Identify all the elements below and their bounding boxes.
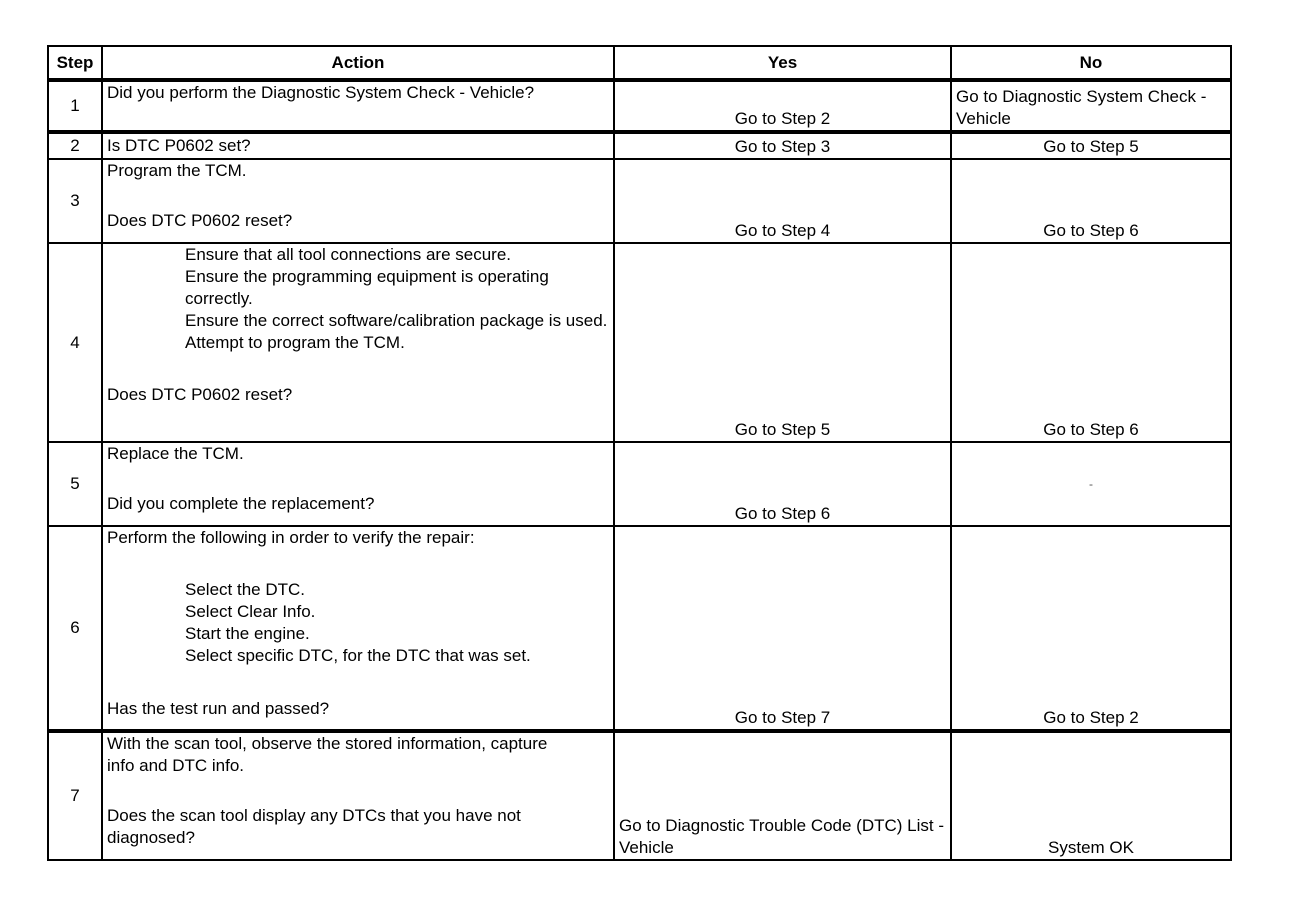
step-number: 4: [48, 243, 102, 442]
list-item: Select Clear Info.: [185, 602, 316, 621]
table-row-step-2: [48, 132, 1231, 159]
question-text: Does DTC P0602 reset?: [107, 211, 293, 230]
step-number: 6: [48, 526, 102, 731]
question-text: Is DTC P0602 set?: [107, 136, 251, 155]
list-item: Start the engine.: [185, 624, 310, 643]
action-cell: [102, 132, 614, 159]
yes-cell: Go to Diagnostic Trouble Code (DTC) List - Vehicle: [614, 731, 951, 860]
no-cell: -: [951, 442, 1231, 526]
question-text: Did you perform the Diagnostic System Check - Vehicle?: [107, 83, 535, 102]
list-item: Select the DTC.: [185, 580, 305, 599]
step-number: 1: [48, 80, 102, 132]
action-cell: [102, 80, 614, 132]
question-text: Does the scan tool display any DTCs that you have not diagnosed?: [107, 806, 521, 847]
no-cell: Go to Step 2: [951, 526, 1231, 731]
header-yes: Yes: [614, 46, 951, 80]
action-cell: [102, 159, 614, 243]
yes-cell: Go to Step 5: [614, 243, 951, 442]
intro-text: Replace the TCM.: [107, 444, 244, 463]
yes-cell: Go to Step 7: [614, 526, 951, 731]
yes-cell: Go to Step 2: [614, 80, 951, 132]
header-row: [48, 46, 1231, 80]
yes-cell: Go to Step 6: [614, 442, 951, 526]
intro-text: Perform the following in order to verify the repair:: [107, 528, 475, 547]
table-row-step-4: [48, 243, 1231, 442]
table-row-step-7: [48, 731, 1231, 860]
yes-cell: Go to Step 4: [614, 159, 951, 243]
action-cell: [102, 442, 614, 526]
no-cell: Go to Step 6: [951, 243, 1231, 442]
no-cell: System OK: [951, 731, 1231, 860]
list-item: Attempt to program the TCM.: [185, 333, 405, 352]
list-item: Select specific DTC, for the DTC that was set.: [185, 646, 531, 665]
instruction-list: [107, 244, 609, 354]
table-row-step-6: [48, 526, 1231, 731]
step-number: 7: [48, 731, 102, 860]
question-text: Did you complete the replacement?: [107, 494, 375, 513]
question-text: Has the test run and passed?: [107, 699, 330, 718]
intro-text: Program the TCM.: [107, 161, 247, 180]
no-cell: Go to Step 5: [951, 132, 1231, 159]
step-number: 2: [48, 132, 102, 159]
yes-cell: Go to Step 3: [614, 132, 951, 159]
header-step: Step: [48, 46, 102, 80]
no-cell: Go to Step 6: [951, 159, 1231, 243]
intro-text: With the scan tool, observe the stored information, capture info and DTC info.: [107, 734, 548, 775]
verify-list: [107, 579, 609, 667]
table-row-step-3: [48, 159, 1231, 243]
list-item: Ensure the correct software/calibration package is used.: [185, 311, 608, 330]
table-row-step-5: [48, 442, 1231, 526]
question-text: Does DTC P0602 reset?: [107, 385, 293, 404]
header-no: No: [951, 46, 1231, 80]
no-cell: Go to Diagnostic System Check - Vehicle: [951, 80, 1231, 132]
action-cell: [102, 243, 614, 442]
action-cell: [102, 731, 614, 860]
step-number: 5: [48, 442, 102, 526]
action-cell: [102, 526, 614, 731]
list-item: Ensure that all tool connections are secure.: [185, 245, 512, 264]
header-action: Action: [102, 46, 614, 80]
list-item: Ensure the programming equipment is operating correctly.: [185, 267, 549, 308]
diagnostic-table: [47, 45, 1232, 861]
step-number: 3: [48, 159, 102, 243]
table-row-step-1: [48, 80, 1231, 132]
